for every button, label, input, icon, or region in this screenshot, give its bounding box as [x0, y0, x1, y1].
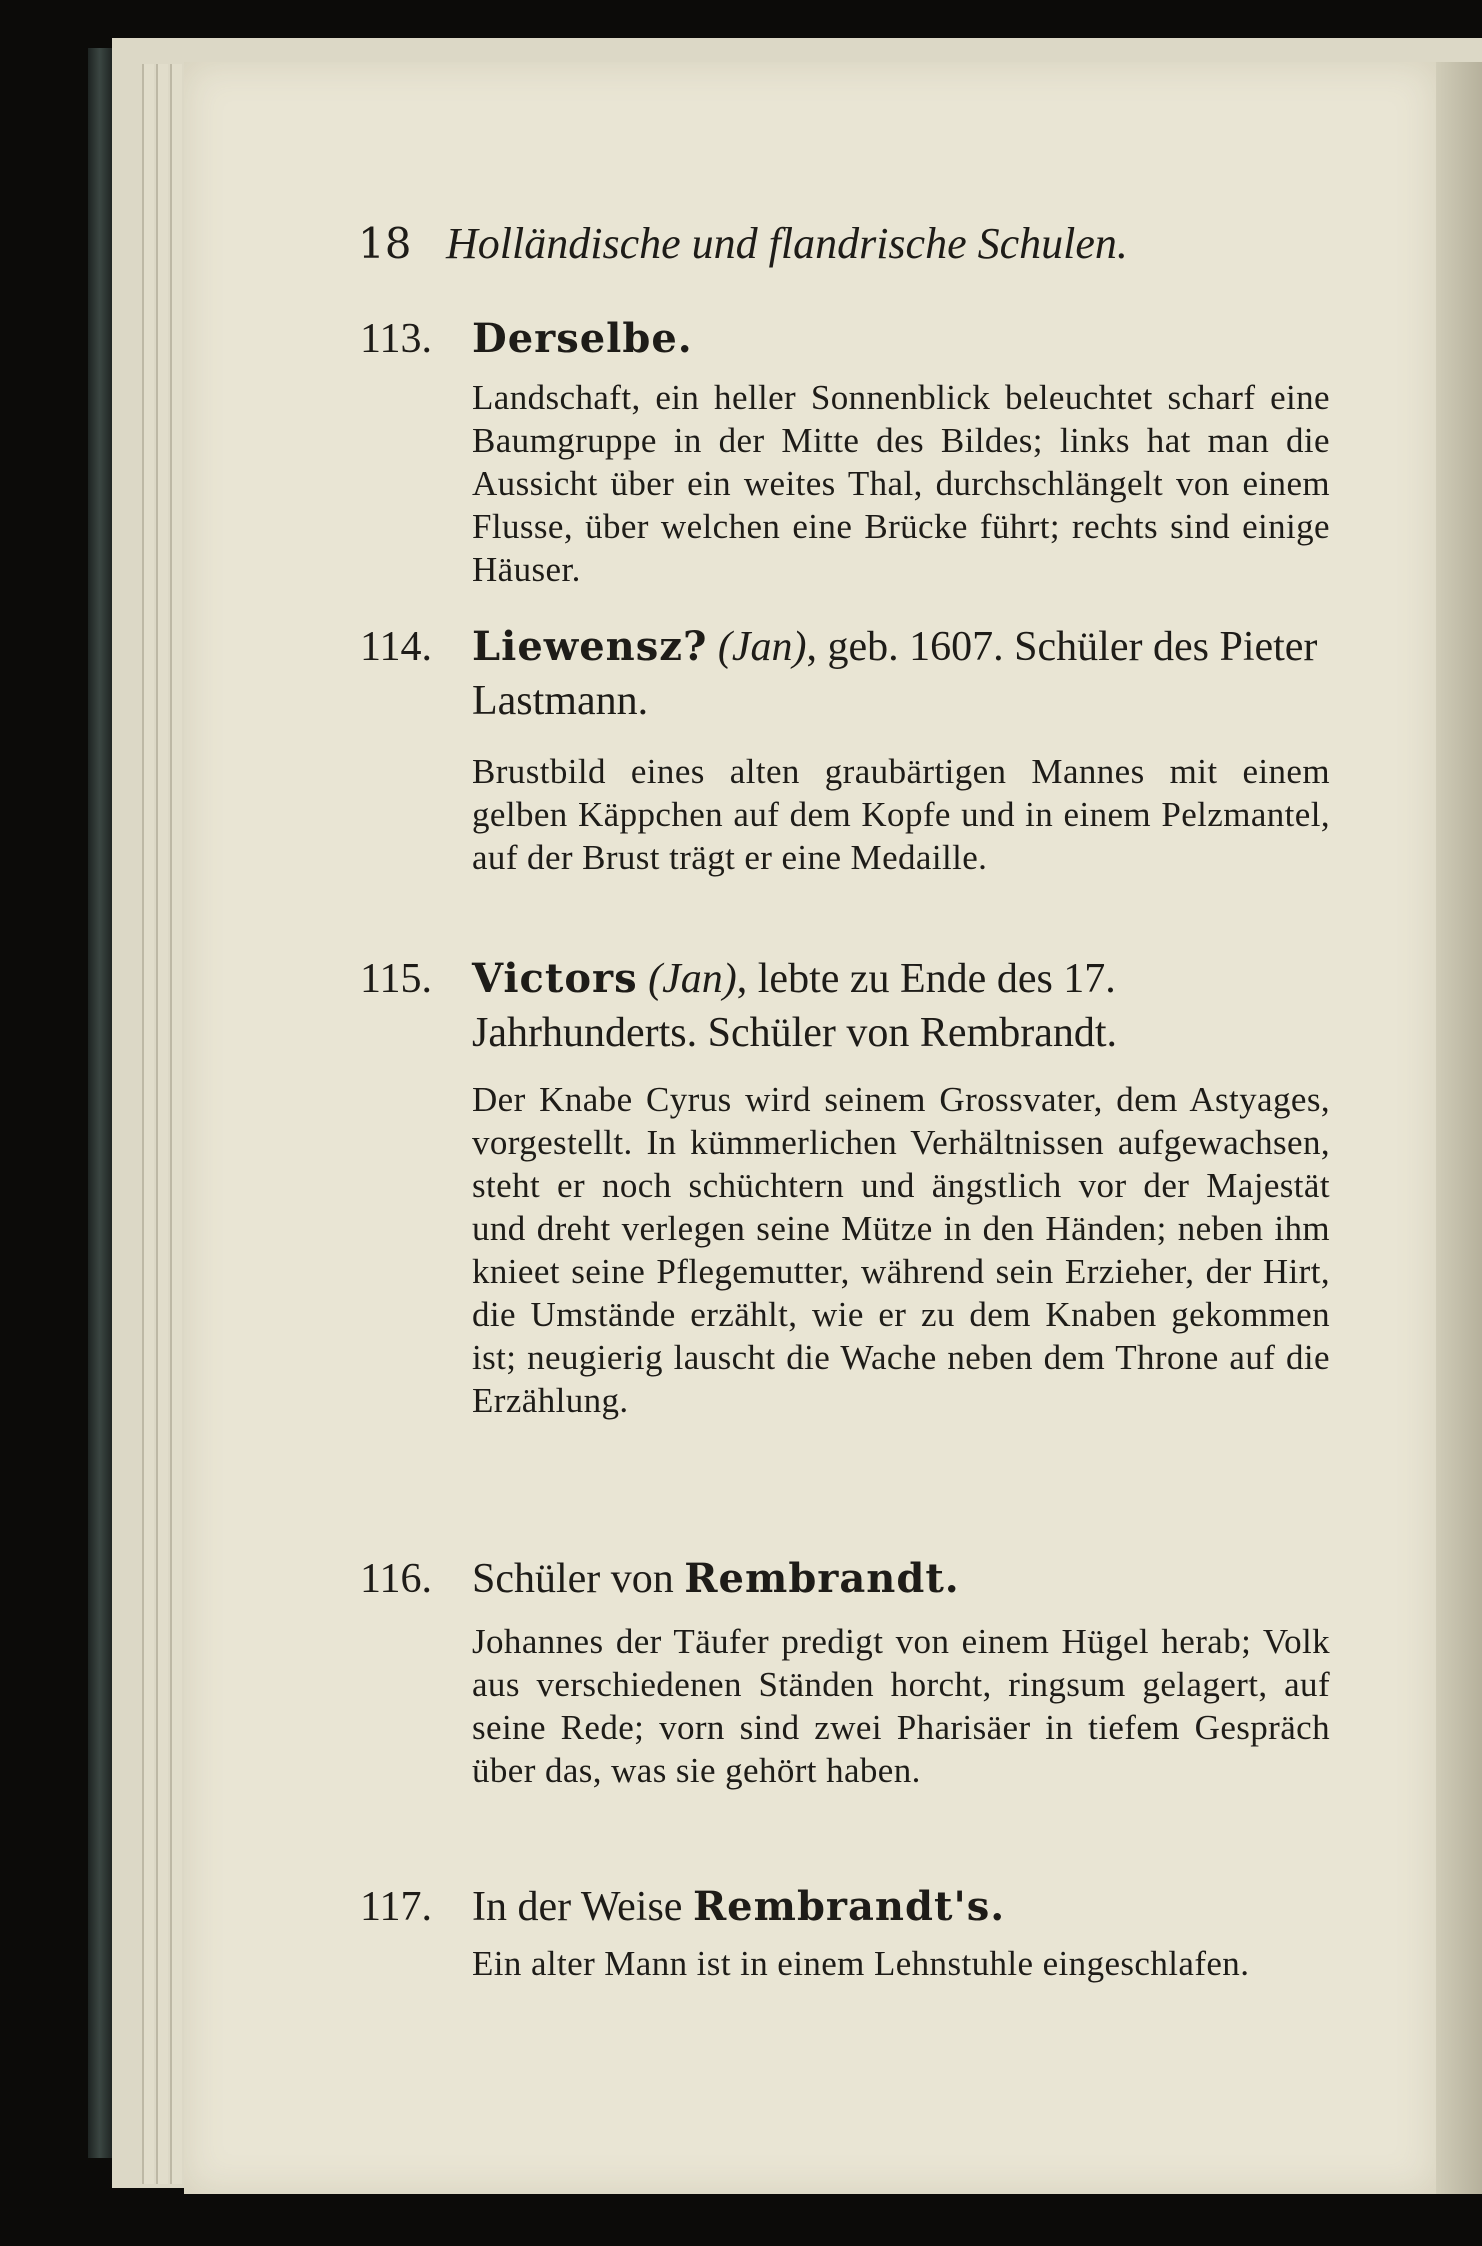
- page-number: 18: [358, 219, 412, 268]
- running-head: [358, 219, 1358, 268]
- page-edge: [156, 64, 168, 2184]
- entry-number: 116.: [360, 1556, 432, 1602]
- catalog-entry-113: [360, 312, 1330, 591]
- page-edge: [142, 64, 154, 2184]
- running-title: Holländische und flandrische Schulen.: [446, 219, 1128, 268]
- page-edge: [170, 64, 182, 2184]
- entry-description: Landschaft, ein heller Sonnenblick beleuchtet scharf eine Baumgruppe in der Mitte des Bildes; links hat man die Aussicht über ein weites Thal, durchschlängelt von einem Flusse, über welchen eine Brücke führt; rechts sind einige Häuser.: [472, 378, 1330, 589]
- catalog-entry-114: [360, 620, 1330, 879]
- entry-number: 113.: [360, 316, 432, 362]
- artist-name: Victors: [472, 955, 638, 1002]
- entry-heading: [360, 952, 1330, 1060]
- catalog-entry-115: [360, 952, 1330, 1422]
- entry-heading: [360, 620, 1330, 728]
- catalog-entry-116: [360, 1552, 1330, 1792]
- entry-description: Ein alter Mann ist in einem Lehnstuhle eingeschlafen.: [472, 1944, 1250, 1983]
- artist-details: , lebte zu Ende des 17. Jahrhunderts. Schüler von Rembrandt.: [472, 956, 1118, 1056]
- entry-heading: [360, 312, 1330, 366]
- entry-description: Johannes der Täufer predigt von einem Hügel herab; Volk aus verschiedenen Ständen horcht, ringsum gelagert, auf seine Rede; vorn sind zwei Pharisäer in tiefem Gespräch über das, was sie gehört haben.: [472, 1622, 1330, 1790]
- entry-description: Brustbild eines alten graubärtigen Mannes mit einem gelben Käppchen auf dem Kopfe und in einem Pelzmantel, auf der Brust trägt er eine Medaille.: [472, 752, 1330, 877]
- entry-heading: [360, 1552, 1330, 1606]
- book-page: [184, 62, 1436, 2194]
- artist-given-name: (Jan): [717, 624, 807, 670]
- artist-name: Rembrandt's.: [692, 1883, 1006, 1930]
- artist-name: Rembrandt.: [684, 1555, 960, 1602]
- entry-description: Der Knabe Cyrus wird seinem Grossvater, dem Astyages, vorgestellt. In kümmerlichen Verhältnissen aufgewachsen, steht er noch schüchtern und ängstlich vor der Majestät und dreht verlegen seine Mütze in den Händen; neben ihm knieet seine Pflegemutter, während sein Erzieher, der Hirt, die Umstände erzählt, wie er zu dem Knaben gekommen ist; neugierig lauscht die Wache neben dem Throne auf die Erzählung.: [472, 1080, 1330, 1420]
- catalog-entry-117: [360, 1880, 1330, 1985]
- attribution-prefix: Schüler von: [472, 1556, 685, 1602]
- artist-name: Derselbe.: [472, 315, 693, 362]
- artist-given-name: (Jan): [648, 956, 737, 1002]
- attribution-prefix: In der Weise: [472, 1884, 693, 1930]
- entry-number: 115.: [360, 956, 432, 1002]
- entry-heading: [360, 1880, 1330, 1934]
- book-spine: [88, 48, 114, 2158]
- entry-number: 117.: [360, 1884, 432, 1930]
- entry-number: 114.: [360, 624, 432, 670]
- artist-details: , geb. 1607. Schüler des Pieter Lastmann.: [472, 624, 1318, 724]
- artist-name: Liewensz?: [472, 623, 708, 670]
- page-gutter-shadow: [1436, 62, 1482, 2194]
